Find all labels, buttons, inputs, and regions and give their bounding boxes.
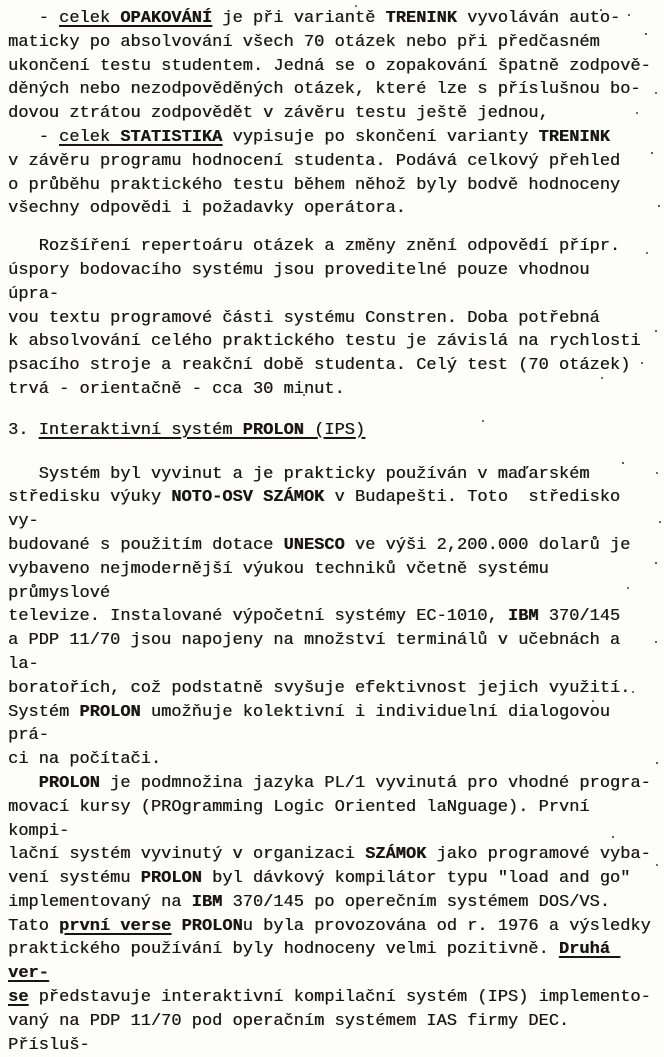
- emphasized-text: celek: [59, 9, 121, 28]
- text-run: [8, 774, 39, 793]
- text-run: a PDP 11/70 jsou napojeny na množství terminálů v učebnách a la-: [8, 631, 631, 674]
- emphasized-text: Druhá ver-: [8, 940, 621, 984]
- text-run: psacího stroje a reakční době studenta. Celý test (70 otázek): [8, 356, 631, 376]
- text-line: [8, 486, 660, 534]
- text-line: [8, 463, 660, 487]
- text-line: [8, 748, 660, 772]
- text-run: vaný na PDP 11/70 pod operačním systémem IAS firmy DEC. Přísluš-: [8, 1011, 580, 1055]
- text-run: [171, 917, 181, 936]
- text-line: [8, 354, 660, 378]
- text-run: vou textu programové části systému Constren. Doba potřebná: [8, 308, 600, 328]
- text-run: boratořích, což podstatně svyšuje efektivnost jejich využití.: [8, 678, 631, 698]
- text-line: [8, 126, 660, 150]
- text-run: ukončení testu studentem. Jedná se o zopakování špatně zodpově-: [8, 56, 651, 76]
- text-run: movací kursy (PROgramming Logic Oriented laNguage). První kompi-: [8, 797, 600, 841]
- text-line: [8, 796, 660, 844]
- text-run: Systém byl vyvinut a je prakticky používán v maďarském: [8, 464, 590, 484]
- text-run: TRENINK: [538, 127, 610, 147]
- text-line: [8, 102, 660, 126]
- text-run: vypisuje po skončení varianty: [222, 127, 539, 147]
- text-line: [8, 772, 660, 796]
- text-line: [8, 197, 660, 221]
- text-line: [8, 1010, 660, 1057]
- text-run: SZÁMOK: [365, 845, 427, 865]
- text-line: [8, 701, 660, 749]
- text-run: PROLON: [181, 916, 243, 936]
- text-line: [8, 330, 660, 354]
- text-run: ci na počítači.: [8, 750, 162, 770]
- text-run: IBM: [191, 892, 223, 912]
- emphasized-text: OPAKOVÁNÍ: [120, 9, 213, 28]
- text-line: [8, 891, 660, 915]
- text-line: [8, 378, 660, 402]
- text-run: děných nebo nezodpověděných otázek, které lze s příslušnou bo-: [8, 80, 641, 100]
- text-line: [8, 78, 660, 102]
- text-line: [8, 174, 660, 198]
- emphasized-text: se: [8, 988, 29, 1008]
- text-run: je při variantě: [212, 9, 386, 28]
- text-line: [8, 55, 660, 79]
- text-line: [8, 7, 660, 31]
- text-run: Tato: [8, 916, 60, 936]
- text-run: úspory bodovacího systému jsou proveditelné pouze vhodnou úpra-: [8, 260, 610, 304]
- text-line: [8, 986, 660, 1010]
- text-run: NOTO-OSV SZÁMOK: [171, 488, 325, 508]
- text-run: budované s použitím dotace: [8, 535, 284, 555]
- text-line: [8, 259, 660, 307]
- text-run: dovou ztrátou zodpovědět v závěru testu ještě jednou,: [8, 104, 549, 124]
- text-run: jako programové vyba-: [426, 845, 651, 865]
- emphasized-text: STATISTIKA: [120, 127, 223, 147]
- text-run: TRENINK: [385, 9, 457, 28]
- text-line: [8, 31, 660, 55]
- text-run: v Budapešti. Toto středisko vy-: [8, 488, 631, 532]
- text-run: Systém: [8, 702, 80, 722]
- text-line: [8, 235, 660, 259]
- document-text: [8, 7, 660, 1057]
- text-run: 3.: [8, 420, 39, 440]
- text-line: [8, 843, 660, 867]
- text-run: vybaveno nejmodernější výukou techniků včetně systému průmyslové: [8, 559, 559, 603]
- text-run: v závěru programu hodnocení studenta. Podává celkový přehled: [8, 151, 621, 171]
- section-heading: [8, 419, 660, 443]
- text-run: vení systému: [8, 869, 141, 889]
- emphasized-text: první verse: [59, 916, 172, 936]
- text-run: o průběhu praktického testu během něhož byly bodvě hodnoceny: [8, 175, 621, 195]
- text-run: k absolvování celého praktického testu je závislá na rychlosti: [8, 332, 641, 352]
- text-line: [8, 867, 660, 891]
- text-line: [8, 558, 660, 606]
- text-run: Rozšíření repertoáru otázek a změny znění odpovědí přípr.: [8, 237, 621, 257]
- text-run: ve výši 2,200.000 dolarů je: [344, 535, 631, 555]
- text-run: byl dávkový kompilátor typu "load and go": [201, 869, 631, 889]
- text-line: [8, 629, 660, 677]
- text-run: -: [8, 9, 60, 28]
- text-run: televize. Instalované výpočetní systémy EC-1010,: [8, 607, 508, 627]
- text-line: [8, 150, 660, 174]
- text-line: [8, 938, 660, 986]
- text-line: [8, 534, 660, 558]
- text-line: [8, 307, 660, 331]
- text-run: IBM: [507, 607, 539, 627]
- text-run: PROLON: [38, 773, 100, 793]
- text-run: maticky po absolvování všech 70 otázek nebo při předčasném: [8, 32, 600, 52]
- text-run: vyvoláván auto-: [456, 9, 621, 28]
- text-run: všechny odpovědi i požadavky operátora.: [8, 199, 406, 219]
- text-run: PROLON: [140, 869, 202, 889]
- text-run: umožňuje kolektivní i individuelní dialogovou prá-: [8, 702, 621, 746]
- text-run: PROLON: [79, 702, 141, 722]
- emphasized-text: (IPS): [303, 420, 366, 440]
- text-run: středisku výuky: [8, 488, 172, 508]
- text-run: trvá - orientačně - cca 30 minut.: [8, 379, 345, 399]
- text-run: 370/145: [538, 607, 621, 627]
- text-run: UNESCO: [283, 535, 345, 555]
- text-run: je podmnožina jazyka PL/1 vyvinutá pro vhodné progra-: [99, 773, 651, 793]
- text-run: představuje interaktivní kompilační systém (IPS) implemento-: [28, 988, 651, 1008]
- text-run: 370/145 po operečním systémem DOS/VS.: [222, 892, 610, 912]
- text-line: [8, 605, 660, 629]
- emphasized-text: Interaktivní systém: [38, 420, 243, 440]
- emphasized-text: celek: [59, 127, 121, 147]
- scan-noise-dots: [0, 0, 2, 2]
- text-line: [8, 915, 660, 939]
- text-run: lační systém vyvinutý v organizaci: [8, 845, 366, 865]
- text-run: -: [8, 127, 60, 147]
- text-run: implementovaný na: [8, 892, 192, 912]
- text-run: praktického používání byly hodnoceny velmi pozitivně.: [8, 940, 559, 960]
- text-run: u byla provozována od r. 1976 a výsledky: [242, 916, 651, 936]
- text-line: [8, 677, 660, 701]
- emphasized-text: PROLON: [242, 420, 304, 440]
